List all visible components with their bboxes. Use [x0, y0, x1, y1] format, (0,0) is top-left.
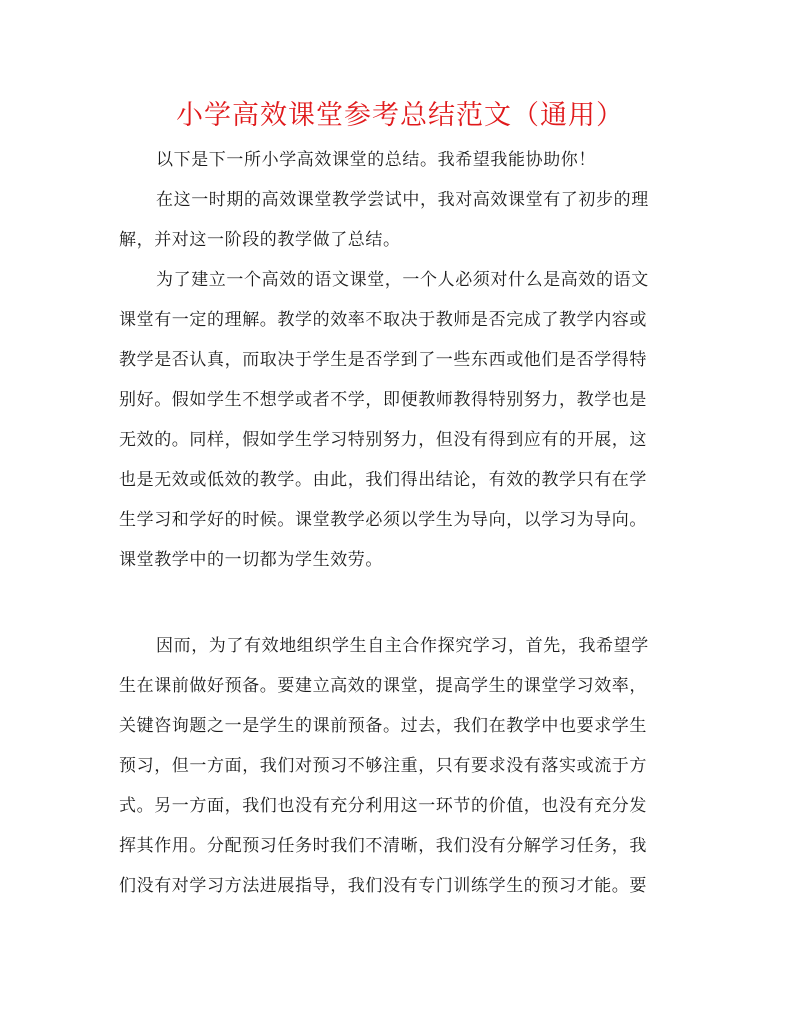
paragraph-3-line-8: 课堂教学中的一切都为学生效劳。	[119, 550, 383, 570]
paragraph-4-line-5: 式。另一方面，我们也没有充分利用这一环节的价值，也没有充分发	[119, 796, 647, 816]
paragraph-3-line-3: 教学是否认真，而取决于学生是否学到了一些东西或他们是否学得特	[119, 350, 647, 370]
paragraph-3-line-6: 也是无效或低效的教学。由此，我们得出结论，有效的教学只有在学	[119, 470, 647, 490]
paragraph-4-line-1: 因而，为了有效地组织学生自主合作探究学习，首先，我希望学	[156, 636, 649, 656]
paragraph-4-line-3: 关键咨询题之一是学生的课前预备。过去，我们在教学中也要求学生	[119, 716, 647, 736]
paragraph-3-line-4: 别好。假如学生不想学或者不学，即便教师教得特别努力，教学也是	[119, 390, 647, 410]
paragraph-3-line-1: 为了建立一个高效的语文课堂，一个人必须对什么是高效的语文	[156, 270, 649, 290]
paragraph-4-line-6: 挥其作用。分配预习任务时我们不清晰，我们没有分解学习任务，我	[119, 836, 647, 856]
paragraph-1-line-1: 以下是下一所小学高效课堂的总结。我希望我能协助你！	[156, 150, 596, 170]
paragraph-3-line-5: 无效的。同样，假如学生学习特别努力，但没有得到应有的开展，这	[119, 430, 647, 450]
paragraph-4-line-4: 预习，但一方面，我们对预习不够注重，只有要求没有落实或流于方	[119, 756, 647, 776]
paragraph-3-line-2: 课堂有一定的理解。教学的效率不取决于教师是否完成了教学内容或	[119, 310, 647, 330]
paragraph-2-line-2: 解，并对这一阶段的教学做了总结。	[119, 230, 401, 250]
paragraph-4-line-2: 生在课前做好预备。要建立高效的课堂，提高学生的课堂学习效率，	[119, 676, 647, 696]
paragraph-4-line-7: 们没有对学习方法进展指导，我们没有专门训练学生的预习才能。要	[119, 876, 647, 896]
document-title: 小学高效课堂参考总结范文（通用）	[176, 100, 624, 131]
paragraph-3-line-7: 生学习和学好的时候。课堂教学必须以学生为导向，以学习为导向。	[119, 510, 647, 530]
paragraph-2-line-1: 在这一时期的高效课堂教学尝试中，我对高效课堂有了初步的理	[156, 190, 649, 210]
